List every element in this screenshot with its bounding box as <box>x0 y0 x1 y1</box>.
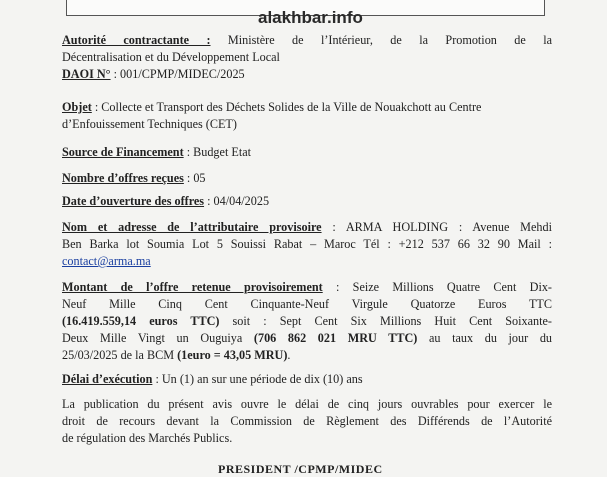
publication-line-3 <box>62 431 232 446</box>
nombre-label: Nombre d’offres reçues <box>62 171 184 185</box>
objet-line-2 <box>62 117 237 132</box>
objet-text-1: : Collecte et Transport des Déchets Solides de la Ville de Nouakchott au Centre <box>91 100 482 114</box>
montant-label: Montant de l’offre retenue provisoirement <box>62 280 323 294</box>
publication-text-3: de régulation des Marchés Publics. <box>62 431 233 445</box>
publication-line-1 <box>62 397 552 412</box>
autorite-label: Autorité contractante : <box>62 33 211 47</box>
montant-text-4a: Deux Mille Vingt un Ouguiya <box>62 331 254 345</box>
montant-text-5b: . <box>287 348 291 362</box>
objet-line-1 <box>62 100 481 115</box>
publication-text-2: droit de recours devant la Commission de Règlement des Différends de l’Autorité <box>62 414 552 428</box>
publication-text-1: La publication du présent avis ouvre le délai de cinq jours ouvrables pour exercer le <box>62 397 552 411</box>
signature: PRESIDENT /CPMP/MIDEC <box>218 462 383 476</box>
source-text: : Budget Etat <box>183 145 251 159</box>
source-line <box>62 145 251 160</box>
daoi-label: DAOI N° <box>62 67 111 81</box>
daoi-line <box>62 67 245 82</box>
montant-text-5a: 25/03/2025 de la BCM <box>62 348 178 362</box>
attributaire-line-2 <box>62 237 552 252</box>
montant-line-2 <box>62 297 552 312</box>
montant-text-1: : Seize Millions Quatre Cent Dix- <box>322 280 552 294</box>
objet-label: Objet <box>62 100 92 114</box>
nombre-line <box>62 171 206 186</box>
montant-line-4 <box>62 331 552 346</box>
montant-line-3 <box>62 314 552 329</box>
autorite-text-1: Ministère de l’Intérieur, de la Promotion de la <box>227 33 552 47</box>
autorite-text-2: Décentralisation et du Développement Local <box>62 50 280 64</box>
publication-line-2 <box>62 414 552 429</box>
montant-text-4b: au taux du jour du <box>417 331 552 345</box>
attributaire-line-3 <box>62 254 151 269</box>
date-label: Date d’ouverture des offres <box>62 194 205 208</box>
montant-line-5 <box>62 348 290 363</box>
watermark: alakhbar.info <box>258 8 363 27</box>
montant-bold-3: (1euro = 43,05 MRU) <box>177 348 288 362</box>
date-line <box>62 194 269 209</box>
delai-line <box>62 372 363 387</box>
date-text: : 04/04/2025 <box>204 194 270 208</box>
autorite-line-1 <box>62 33 552 48</box>
attributaire-label: Nom et adresse de l’attributaire provisoire <box>62 220 322 234</box>
montant-bold-1: (16.419.559,14 euros TTC) <box>62 314 220 328</box>
nombre-text: : 05 <box>183 171 206 185</box>
attributaire-text-1: : ARMA HOLDING : Avenue Mehdi <box>321 220 552 234</box>
montant-bold-2: (706 862 021 MRU TTC) <box>253 331 418 345</box>
montant-text-2: Neuf Mille Cinq Cent Cinquante-Neuf Virgule Quatorze Euros TTC <box>62 297 552 311</box>
montant-text-3: soit : Sept Cent Six Millions Huit Cent Soixante- <box>219 314 552 328</box>
daoi-text: : 001/CPMP/MIDEC/2025 <box>110 67 245 81</box>
objet-text-2: d’Enfouissement Techniques (CET) <box>62 117 237 131</box>
delai-text: : Un (1) an sur une période de dix (10) ans <box>152 372 363 386</box>
autorite-line-2 <box>62 50 280 65</box>
email-link[interactable]: contact@arma.ma <box>62 254 151 268</box>
delai-label: Délai d’exécution <box>62 372 153 386</box>
attributaire-text-2: Ben Barka lot Soumia Lot 5 Souissi Rabat – Maroc Tél : +212 537 66 32 90 Mail : <box>62 237 552 251</box>
source-label: Source de Financement <box>62 145 184 159</box>
montant-line-1 <box>62 280 552 295</box>
attributaire-line-1 <box>62 220 552 235</box>
